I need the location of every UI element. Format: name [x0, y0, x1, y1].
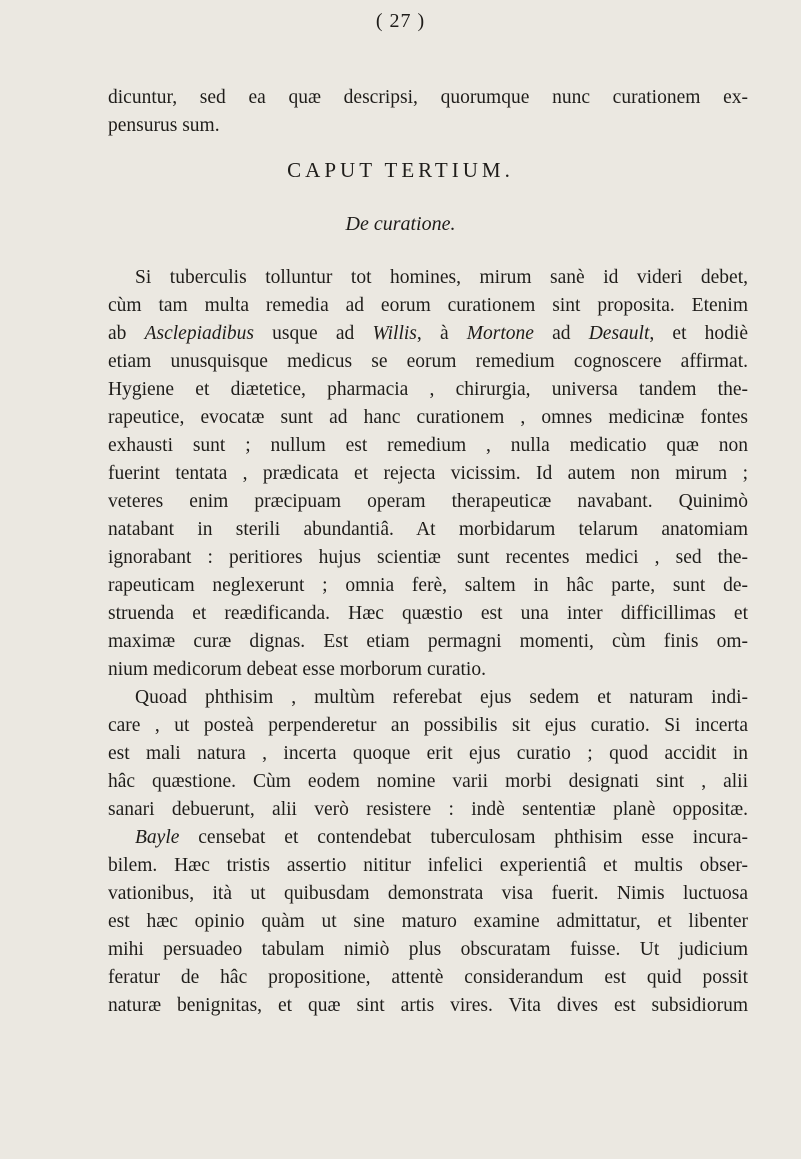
name-bayle: Bayle	[135, 827, 180, 848]
paragraph1-line-13: struenda et reædificanda. Hæc quæstio est una inter difficillimas et	[108, 603, 748, 624]
text-censebat: censebat et contendebat tuberculosam phthisim esse incura-	[179, 827, 748, 848]
paragraph1-line-12: rapeuticam neglexerunt ; omnia ferè, saltem in hâc parte, sunt de-	[108, 575, 748, 596]
paragraph2-line-7: bilem. Hæc tristis assertio nititur infelici experientiâ et multis obser-	[108, 855, 748, 876]
paragraph1-line-1: Si tuberculis tolluntur tot homines, mirum sanè id videri debet,	[135, 267, 748, 288]
paragraph2-line-9: est hæc opinio quàm ut sine maturo examine admittatur, et libenter	[108, 911, 748, 932]
intro-line-1: dicuntur, sed ea quæ descripsi, quorumque nunc curationem ex-	[108, 87, 748, 108]
text-ab: ab	[108, 323, 145, 344]
paragraph2-line-10: mihi persuadeo tabulam nimiò plus obscuratam fuisse. Ut judicium	[108, 939, 748, 960]
text-et-hodie: , et hodiè	[649, 323, 749, 344]
paragraph1-line-9: veteres enim præcipuam operam therapeuticæ navabant. Quinimò	[108, 491, 748, 512]
paragraph1-line-7: exhausti sunt ; nullum est remedium , nulla medicatio quæ non	[108, 435, 748, 456]
paragraph1-line-3	[108, 320, 748, 348]
page-number: ( 27 )	[375, 10, 426, 32]
paragraph2-line-2: care , ut posteà perpenderetur an possibilis sit ejus curatio. Si incerta	[108, 715, 748, 736]
paragraph1-line-6: rapeutice, evocatæ sunt ad hanc curationem , omnes medicinæ fontes	[108, 407, 748, 428]
paragraph1-line-11: ignorabant : peritiores hujus scientiæ sunt recentes medici , sed the-	[108, 547, 748, 568]
chapter-title: CAPUT TERTIUM.	[287, 158, 514, 182]
paragraph1-line-14: maximæ curæ dignas. Est etiam permagni momenti, cùm finis om-	[108, 631, 748, 652]
paragraph2-line-4: hâc quæstione. Cùm eodem nomine varii morbi designati sint , alii	[108, 771, 748, 792]
name-asclepiadibus: Asclepiadibus	[144, 323, 254, 344]
section-title: De curatione.	[345, 213, 456, 235]
paragraph1-line-5: Hygiene et diætetice, pharmacia , chirurgia, universa tandem the-	[108, 379, 748, 400]
paragraph1-line-10: natabant in sterili abundantiâ. At morbidarum telarum anatomiam	[108, 519, 748, 540]
name-willis: Willis	[372, 323, 417, 344]
paragraph2-line-12: naturæ benignitas, et quæ sint artis vires. Vita dives est subsidiorum	[108, 995, 748, 1016]
paragraph2-line-5: sanari debuerunt, alii verò resistere : indè sententiæ planè oppositæ.	[108, 799, 748, 820]
paragraph1-line-8: fuerint tentata , prædicata et rejecta vicissim. Id autem non mirum ;	[108, 463, 748, 484]
paragraph2-line-6	[135, 824, 748, 852]
paragraph1-line-4: etiam unusquisque medicus se eorum remedium cognoscere affirmat.	[108, 351, 748, 372]
paragraph2-line-8: vationibus, ità ut quibusdam demonstrata visa fuerit. Nimis luctuosa	[108, 883, 748, 904]
text-ad: ad	[533, 323, 589, 344]
paragraph1-line-2: cùm tam multa remedia ad eorum curationem sint proposita. Etenim	[108, 295, 748, 316]
intro-line-2: pensurus sum.	[108, 115, 220, 136]
name-desault: Desault	[588, 323, 650, 344]
paragraph2-line-11: feratur de hâc propositione, attentè considerandum est quid possit	[108, 967, 748, 988]
name-mortone: Mortone	[466, 323, 534, 344]
paragraph2-line-1: Quoad phthisim , multùm referebat ejus sedem et naturam indi-	[135, 687, 748, 708]
paragraph2-line-3: est mali natura , incerta quoque erit ejus curatio ; quod accidit in	[108, 743, 748, 764]
text-a: , à	[416, 323, 467, 344]
paragraph1-line-15: nium medicorum debeat esse morborum curatio.	[108, 659, 486, 680]
text-usque-ad: usque ad	[254, 323, 373, 344]
